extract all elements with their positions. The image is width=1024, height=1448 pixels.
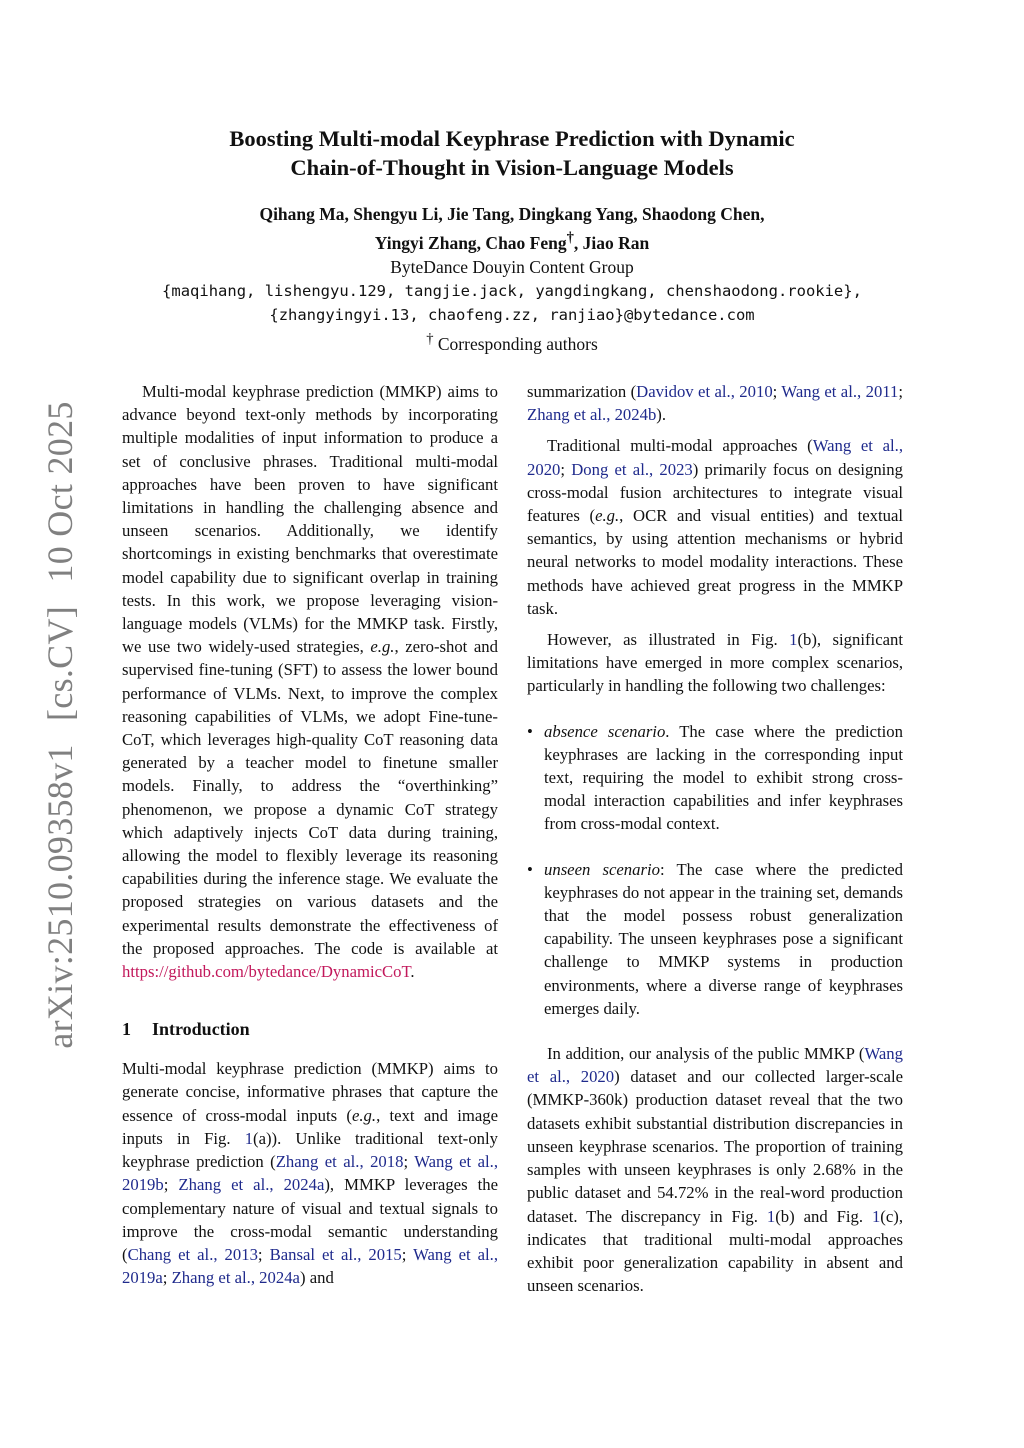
abstract-text-3: . xyxy=(410,962,415,982)
emails-line-1: {maqihang, lishengyu.129, tangjie.jack, yangdingkang, chenshaodong.rookie}, xyxy=(162,281,862,300)
citation-link[interactable]: Zhang et al., 2024a xyxy=(171,1268,300,1288)
intro-text: ), MMKP leverages the complementary nature of visual and textual signals to improve the cross-modal semantic understanding ( xyxy=(122,1175,499,1264)
intro-eg: e.g. xyxy=(351,1105,377,1125)
citation-separator: ; xyxy=(401,1244,414,1264)
citation-separator: ; xyxy=(898,382,903,401)
affiliation: ByteDance Douyin Content Group xyxy=(390,256,634,277)
body-text: (b), significant limitations have emerged in more complex scenarios, particularly in handling the following two challenges: xyxy=(527,630,903,696)
bullet-dot: • xyxy=(527,859,533,879)
citation-separator: ; xyxy=(162,1268,172,1288)
body-text: ). xyxy=(656,405,667,425)
authors-line-2 xyxy=(110,226,914,255)
corresponding-note xyxy=(110,327,914,356)
title-line-2: Chain-of-Thought in Vision-Language Models xyxy=(290,155,734,180)
abstract-text-2: , zero-shot and supervised fine-tuning (SFT) to assess the lower bound performance of VLMs. Next, to improve the complex reasoning capabilities of VLMs, we adopt Fine-tune-CoT, which leverages high-quality CoT reasoning data generated by a teacher model to finetune smaller models. Finally, to address the “overthinking” phenomenon, we propose a dynamic CoT strategy which adaptively injects CoT data during training, allowing the model to flexibly leverage its reasoning capabilities during the inference stage. We evaluate the proposed strategies on various datasets and the experimental results demonstrate the effectiveness of the proposed approaches. The code is available at xyxy=(122,637,498,958)
citation-link[interactable]: Wang et al., 2011 xyxy=(781,382,899,401)
authors-line-1: Qihang Ma, Shengyu Li, Jie Tang, Dingkang Yang, Shaodong Chen, xyxy=(259,204,765,224)
bullet-term: absence scenario xyxy=(544,721,666,741)
citation-separator: ; xyxy=(403,1152,415,1172)
body-text: summarization ( xyxy=(527,382,637,401)
continuation-paragraph xyxy=(527,380,903,426)
intro-paragraph-1 xyxy=(122,1057,498,1289)
citation-link[interactable]: Chang et al., 2013 xyxy=(127,1244,258,1264)
arxiv-identifier-margin xyxy=(39,394,81,1055)
citation-link[interactable]: Zhang et al., 2024b xyxy=(527,405,657,425)
paper-header xyxy=(110,124,914,356)
paper-title xyxy=(110,124,914,182)
section-number: 1 xyxy=(122,1019,131,1040)
citation-link[interactable]: Zhang et al., 2024a xyxy=(178,1175,325,1195)
arxiv-category: [cs.CV] xyxy=(40,605,80,721)
figure-reference[interactable]: 1 xyxy=(244,1128,254,1148)
abstract-eg: e.g. xyxy=(370,637,395,657)
abstract-text-1: Multi-modal keyphrase prediction (MMKP) aims to advance beyond text-only methods by incorporating multiple modalities of input information to produce a set of conclusive phrases. Traditional multi-modal approaches have been proven to have significant limitations in handling the challenging absence and unseen scenarios. Additionally, we identify shortcomings in existing benchmarks that overestimate model capability due to significant overlap in training tests. In this work, we propose leveraging vision-language models (VLMs) for the MMKP task. Firstly, we use two widely-used strategies, xyxy=(122,382,498,657)
figure-reference[interactable]: 1 xyxy=(766,1206,776,1226)
title-line-1: Boosting Multi-modal Keyphrase Prediction with Dynamic xyxy=(229,126,795,151)
body-text: However, as illustrated in Fig. xyxy=(547,630,790,650)
body-text: ) primarily focus on designing cross-modal fusion architectures to integrate visual features ( xyxy=(527,459,903,526)
intro-text: Multi-modal keyphrase prediction (MMKP) aims to generate concise, informative phrases that capture the essence of cross-modal inputs ( xyxy=(122,1059,498,1125)
body-text: (b) and Fig. xyxy=(775,1206,872,1226)
citation-link[interactable]: Wang et al., 2020 xyxy=(527,1044,903,1087)
figure-reference[interactable]: 1 xyxy=(789,630,798,650)
emails-line-2: {zhangyingyi.13, chaofeng.zz, ranjiao}@bytedance.com xyxy=(269,305,755,324)
intro-text: (a)). Unlike traditional text-only keyphrase prediction ( xyxy=(122,1128,498,1172)
code-repo-link[interactable]: https://github.com/bytedance/DynamicCoT xyxy=(122,962,411,982)
citation-separator: ; xyxy=(257,1244,270,1264)
traditional-approaches-paragraph xyxy=(527,434,903,620)
body-text: (c), indicates that traditional multi-modal approaches exhibit poor generalization capability in absent and unseen scenarios. xyxy=(527,1206,903,1296)
citation-link[interactable]: Zhang et al., 2018 xyxy=(275,1152,404,1172)
body-text: In addition, our analysis of the public MMKP ( xyxy=(547,1044,865,1064)
intro-text: , text and image inputs in Fig. xyxy=(122,1105,498,1148)
citation-link[interactable]: Bansal et al., 2015 xyxy=(269,1244,402,1264)
citation-link[interactable]: Dong et al., 2023 xyxy=(571,459,693,479)
analysis-paragraph xyxy=(527,1042,903,1297)
list-item-unseen-scenario xyxy=(527,858,903,1020)
citation-link[interactable]: Davidov et al., 2010 xyxy=(636,382,773,401)
body-eg: e.g. xyxy=(595,506,620,526)
arxiv-id: arXiv:2510.09358v1 xyxy=(40,744,80,1049)
bullet-text: : The case where the predicted keyphrases do not appear in the training set, demands that the model possess robust generalization capability. The unseen keyphrases pose a significant challenge to MMKP systems in production environments, where a diverse range of keyphrases emerges daily. xyxy=(544,859,903,1018)
corresponding-text: Corresponding authors xyxy=(437,333,598,354)
section-title: Introduction xyxy=(152,1019,250,1040)
left-column xyxy=(122,380,498,1289)
challenge-list xyxy=(527,720,903,1020)
bullet-term: unseen scenario xyxy=(544,859,660,879)
bullet-text: . The case where the prediction keyphrases are lacking in the corresponding input text, requiring the model to exhibit strong cross-modal interaction capabilities and infer keyphrases from cross-modal context. xyxy=(544,721,903,834)
arxiv-date: 10 Oct 2025 xyxy=(40,401,80,583)
intro-text: ) and xyxy=(299,1268,334,1288)
right-column xyxy=(527,380,903,1297)
body-text: , OCR and visual entities) and textual semantics, by using attention mechanisms or hybrid neural networks to model modality interactions. These methods have achieved great progress in the MMKP task. xyxy=(527,506,903,618)
abstract-paragraph xyxy=(122,380,498,983)
body-text: ) dataset and our collected larger-scale (MMKP-360k) production dataset reveal that the two datasets exhibit substantial distribution discrepancies in unseen keyphrase scenarios. The proportion of training samples with unseen keyphrases is only 2.68% in the public dataset and 54.72% in the real-word production dataset. The discrepancy in Fig. xyxy=(527,1067,903,1226)
author-list xyxy=(110,202,914,255)
citation-separator: ; xyxy=(163,1175,179,1195)
figure-reference[interactable]: 1 xyxy=(871,1206,881,1226)
list-item-absence-scenario xyxy=(527,720,903,836)
limitations-paragraph xyxy=(527,628,903,698)
dagger-mark: † xyxy=(566,230,574,246)
citation-link[interactable]: Wang et al., 2019a xyxy=(122,1244,499,1288)
citation-separator: ; xyxy=(560,459,572,479)
authors-line-2a: Yingyi Zhang, Chao Feng xyxy=(374,232,567,253)
bullet-dot: • xyxy=(527,721,533,741)
citation-link[interactable]: Wang et al., 2019b xyxy=(122,1152,499,1195)
section-heading-introduction xyxy=(122,1017,498,1041)
email-list xyxy=(110,279,914,327)
citation-separator: ; xyxy=(772,382,782,401)
dagger-mark-note: † xyxy=(426,330,434,347)
body-text: Traditional multi-modal approaches ( xyxy=(547,436,813,456)
citation-link[interactable]: Wang et al., 2020 xyxy=(527,436,903,479)
authors-line-2b: , Jiao Ran xyxy=(573,232,650,253)
